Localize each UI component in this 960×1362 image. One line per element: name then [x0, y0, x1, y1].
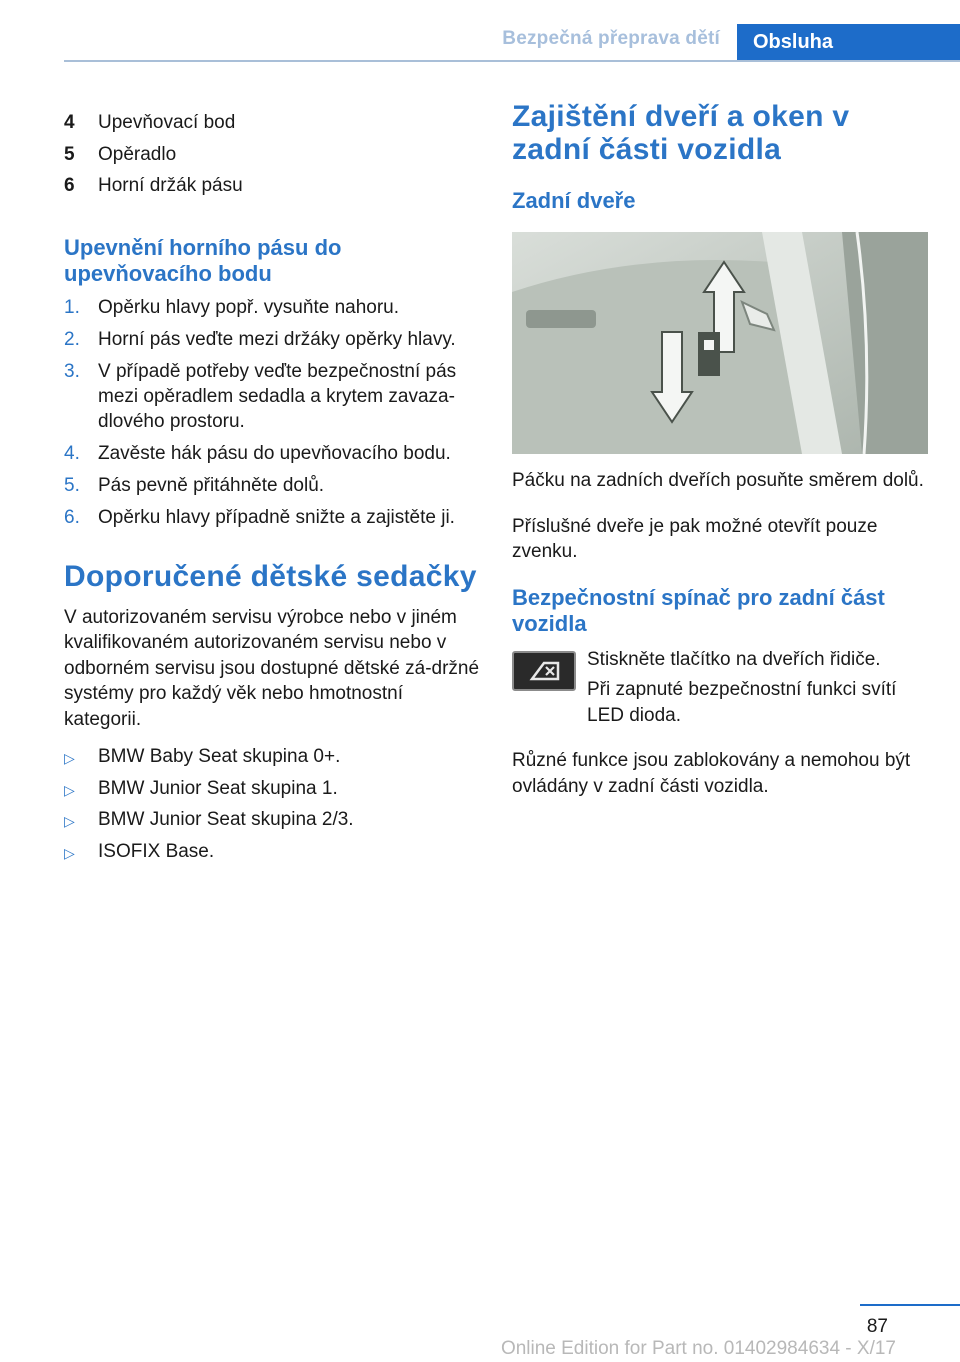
- step-number: 2.: [64, 328, 80, 350]
- step-item: [64, 327, 480, 352]
- list-item: [64, 839, 480, 871]
- door-lever-illustration: [512, 232, 928, 454]
- step-text: Zavěste hák pásu do upevňovacího bodu.: [98, 442, 451, 464]
- list-item-text: BMW Junior Seat skupina 2/3.: [98, 809, 354, 830]
- step-item: [64, 359, 480, 434]
- safety-switch-text-2: Při zapnuté bezpečnostní funkci svítí LED dioda.: [587, 679, 897, 726]
- doors-windows-heading: Zajištění dveří a oken v zadní části vozidla: [512, 100, 850, 166]
- legend-text: Opěradlo: [98, 143, 177, 165]
- legend-number: 6: [64, 175, 75, 196]
- list-item: [64, 744, 480, 776]
- step-number: 5.: [64, 474, 80, 496]
- step-text: Horní pás veďte mezi držáky opěrky hlavy.: [98, 328, 456, 350]
- rear-doors-subheading: Zadní dveře: [512, 188, 636, 213]
- step-text: Pás pevně přitáhněte dolů.: [98, 474, 325, 496]
- step-item: [64, 441, 480, 466]
- legend-item: [64, 173, 480, 205]
- step-item: [64, 295, 480, 320]
- step-text: Opěrku hlavy případně snižte a zajistěte ji.: [98, 506, 455, 528]
- window-lock-button-icon: [512, 651, 576, 691]
- list-item: [64, 807, 480, 839]
- step-number: 6.: [64, 506, 80, 528]
- list-item-text: ISOFIX Base.: [98, 840, 215, 862]
- upper-belt-steps: [64, 295, 480, 530]
- legend-item: [64, 110, 480, 142]
- right-column: [512, 100, 932, 799]
- blocked-functions-text: Různé funkce jsou zablokovány a nemohou být ovládány v zadní části vozidla.: [512, 750, 911, 797]
- legend-text: Upevňovací bod: [98, 112, 236, 133]
- step-item: [64, 505, 480, 530]
- rear-doors-text-1: Páčku na zadních dveřích posuňte směrem dolů.: [512, 470, 924, 491]
- step-text: V případě potřeby veďte bezpečnostní pás mezi opěradlem sedadla a krytem zavaza‐dlového prostoru.: [98, 360, 457, 432]
- child-seats-paragraph: V autorizovaném servisu výrobce nebo v jiném kvalifikovaném autorizovaném servisu nebo v odborném servisu jsou dostupné dětské zá‐držné systémy pro každý věk nebo hmotnostní kategorii.: [64, 606, 480, 730]
- list-item: [64, 776, 480, 808]
- legend-list: [64, 110, 480, 205]
- list-item-text: BMW Baby Seat skupina 0+.: [98, 746, 341, 767]
- safety-switch-block: [512, 647, 932, 729]
- child-seats-list: [64, 744, 480, 870]
- triangle-bullet-icon: ▷: [64, 750, 75, 766]
- rear-door-child-lock-photo: [512, 232, 928, 454]
- safety-switch-heading: Bezpečnostní spínač pro zadní část vozidla: [512, 584, 885, 636]
- header-rule: [64, 60, 960, 62]
- header-section-title: Bezpečná přeprava dětí: [502, 28, 720, 49]
- step-text: Opěrku hlavy popř. vysuňte nahoru.: [98, 296, 400, 318]
- step-item: [64, 473, 480, 498]
- rear-doors-text-2: Příslušné dveře je pak možné otevřít pouze zvenku.: [512, 515, 878, 562]
- legend-number: 5: [64, 143, 75, 165]
- page-number: 87: [866, 1316, 888, 1337]
- triangle-bullet-icon: ▷: [64, 813, 75, 829]
- step-number: 4.: [64, 442, 80, 464]
- child-seats-heading: Doporučené dětské sedačky: [64, 559, 477, 593]
- edition-watermark: Online Edition for Part no. 01402984634 - X/17: [500, 1338, 896, 1359]
- left-column: [64, 110, 480, 870]
- list-item-text: BMW Junior Seat skupina 1.: [98, 777, 338, 799]
- legend-item: [64, 142, 480, 174]
- legend-number: 4: [64, 112, 75, 133]
- step-number: 1.: [64, 296, 80, 318]
- header-chapter-tab[interactable]: Obsluha: [737, 24, 960, 62]
- triangle-bullet-icon: ▷: [64, 844, 75, 861]
- safety-switch-text-1: Stiskněte tlačítko na dveřích řidiče.: [587, 648, 881, 670]
- footer-rule: [860, 1304, 960, 1306]
- upper-belt-heading: Upevnění horního pásu do upevňovacího bodu: [64, 234, 342, 286]
- step-number: 3.: [64, 360, 80, 382]
- triangle-bullet-icon: ▷: [64, 781, 75, 798]
- legend-text: Horní držák pásu: [98, 175, 243, 196]
